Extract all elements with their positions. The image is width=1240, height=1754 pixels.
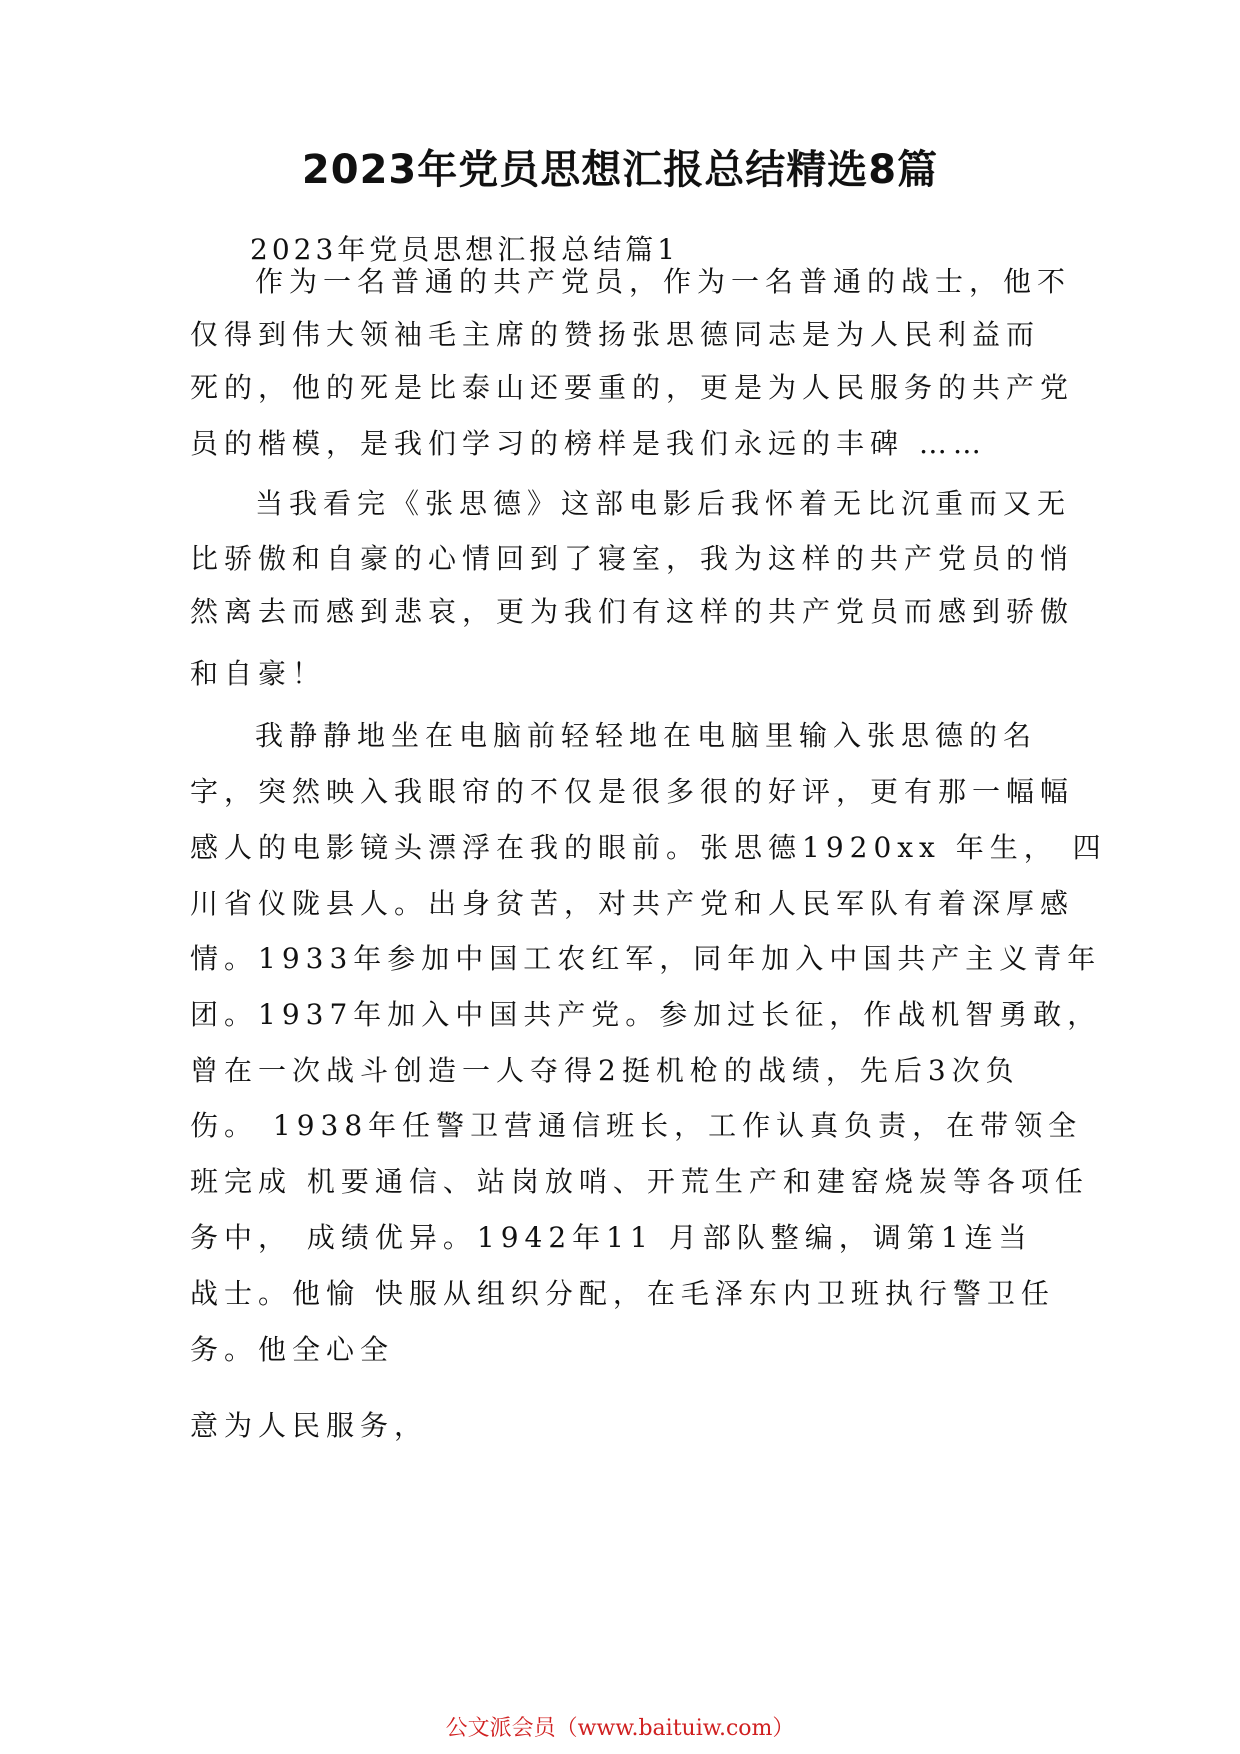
paragraph-3-line-7: 曾在一次战斗创造一人夺得2挺机枪的战绩，先后3次负 — [190, 1054, 1020, 1087]
paragraph-3-line-4: 川省仪陇县人。出身贫苦，对共产党和人民军队有着深厚感 — [190, 887, 1075, 920]
paragraph-3-line-3: 感人的电影镜头漂浮在我的眼前。张思德1920xx 年生， 四 — [190, 831, 1107, 864]
paragraph-3-line-13: 意为人民服务， — [190, 1409, 429, 1442]
paragraph-1-line-2: 仅得到伟大领袖毛主席的赞扬张思德同志是为人民利益而 — [190, 318, 1041, 351]
footer-watermark-text[interactable]: 公文派会员（www.baituiw.com） — [445, 1716, 795, 1741]
paragraph-2-line-3: 然离去而感到悲哀，更为我们有这样的共产党员而感到骄傲 — [190, 595, 1075, 628]
section-heading: 2023年党员思想汇报总结篇1 — [250, 233, 680, 266]
paragraph-1-line-4: 员的楷模，是我们学习的榜样是我们永远的丰碑 …… — [190, 427, 987, 460]
paragraph-3-line-6: 团。1937年加入中国共产党。参加过长征，作战机智勇敢， — [190, 998, 1102, 1031]
paragraph-2-line-2: 比骄傲和自豪的心情回到了寝室，我为这样的共产党员的悄 — [190, 542, 1075, 575]
paragraph-3-line-9: 班完成 机要通信、站岗放哨、开荒生产和建窑烧炭等各项任 — [190, 1165, 1089, 1198]
paragraph-3-line-5: 情。1933年参加中国工农红军，同年加入中国共产主义青年 — [190, 942, 1102, 975]
paragraph-3-line-12: 务。他全心全 — [190, 1333, 395, 1366]
paragraph-3-line-8: 伤。 1938年任警卫营通信班长，工作认真负责，在带领全 — [190, 1109, 1083, 1142]
paragraph-3-line-1: 我静静地坐在电脑前轻轻地在电脑里输入张思德的名 — [255, 719, 1038, 752]
paragraph-3-line-2: 字，突然映入我眼帘的不仅是很多很的好评，更有那一幅幅 — [190, 775, 1075, 808]
paragraph-2-line-1: 当我看完《张思德》这部电影后我怀着无比沉重而又无 — [255, 487, 1072, 520]
paragraph-3-line-10: 务中， 成绩优异。1942年11 月部队整编，调第1连当 — [190, 1221, 1033, 1254]
document-title: 2023年党员思想汇报总结精选8篇 — [301, 147, 939, 193]
paragraph-1-line-3: 死的，他的死是比泰山还要重的，更是为人民服务的共产党 — [190, 371, 1075, 404]
paragraph-3-line-11: 战士。他愉 快服从组织分配，在毛泽东内卫班执行警卫任 — [190, 1277, 1055, 1310]
paragraph-2-line-4: 和自豪！ — [190, 657, 327, 690]
paragraph-1-line-1: 作为一名普通的共产党员，作为一名普通的战士，他不 — [255, 265, 1072, 298]
